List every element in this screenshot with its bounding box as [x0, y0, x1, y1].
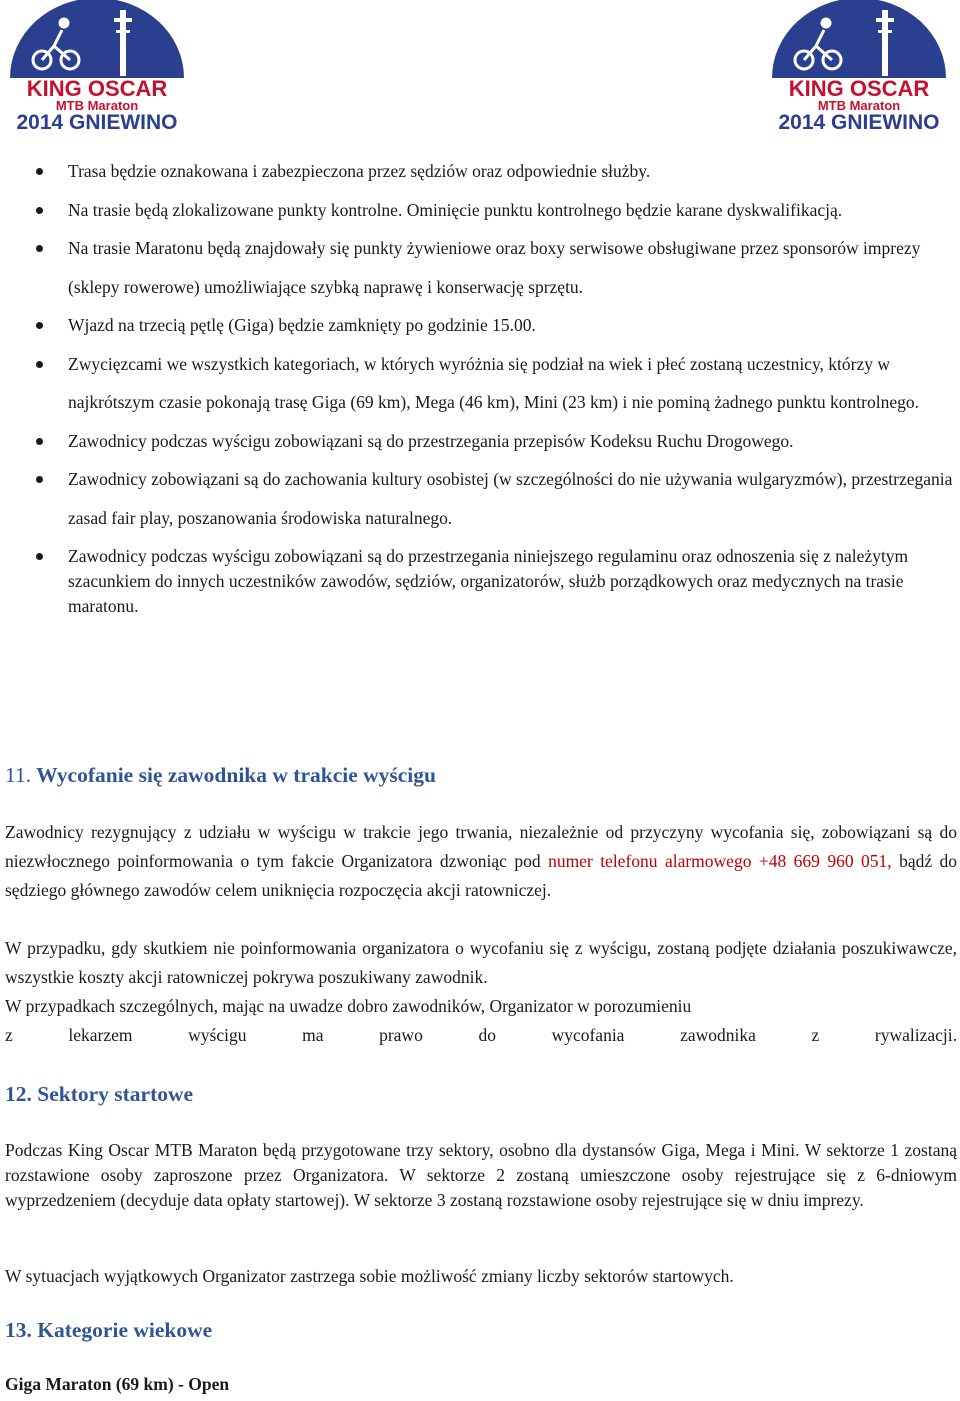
- section-11-number: 11.: [5, 763, 32, 787]
- section-11-title: Wycofanie się zawodnika w trakcie wyścigu: [36, 763, 436, 787]
- section-12-heading: 12. Sektory startowe: [5, 1082, 194, 1106]
- rules-bullet-list: [0, 152, 960, 619]
- p3-line-1: W przypadkach szczególnych, mając na uwadze dobro zawodników, Organizator w porozumieniu: [5, 996, 692, 1016]
- p1-text-before: Zawodnicy rezygnujący z udziału w wyścigu w trakcie jego trwania, niezależnie od przyczyny wycofania się, zobowiązani są do niezwłocznego poinformowania o tym fakcie Organizatora dzwoniąc pod: [5, 822, 957, 871]
- logo-left: [2, 0, 192, 134]
- list-item: Zawodnicy podczas wyścigu zobowiązani są do przestrzegania niniejszego regulaminu oraz odnoszenia się z należytym szacunkiem do innych uczestników zawodów, sędziów, organizatorów, służb porządkowych oraz medycznych na trasie maratonu.: [0, 544, 960, 619]
- giga-maraton-subheading: Giga Maraton (69 km) - Open: [5, 1374, 230, 1394]
- list-item: Na trasie będą zlokalizowane punkty kontrolne. Ominięcie punktu kontrolnego będzie karane dyskwalifikacją.: [0, 191, 960, 230]
- emergency-phone-text: numer telefonu alarmowego +48 669 960 051,: [548, 851, 892, 871]
- logo-right-line3: 2014 GNIEWINO: [778, 111, 940, 134]
- logo-left-line3: 2014 GNIEWINO: [16, 111, 178, 134]
- section-12-paragraph-1: Podczas King Oscar MTB Maraton będą przygotowane trzy sektory, osobno dla dystansów Giga, Mega i Mini. W sektorze 1 zostaną rozstawione osoby zaproszone przez Organizatora. W sektorze 2 zostaną umieszczone osoby rejestrujące się z 6-dniowym wyprzedzeniem (decyduje data opłaty startowej). W sektorze 3 zostaną rozstawione osoby rejestrujące się w dniu imprezy.: [5, 1140, 957, 1210]
- section-11-paragraph-1: [5, 818, 957, 905]
- logo-right: [764, 0, 954, 134]
- logo-left-line1: KING OSCAR: [26, 76, 168, 101]
- p3-line-2: z lekarzem wyścigu ma prawo do wycofania zawodnika z rywalizacji.: [5, 1025, 957, 1045]
- logo-right-line1: KING OSCAR: [788, 76, 930, 101]
- list-item: Zwycięzcami we wszystkich kategoriach, w których wyróżnia się podział na wiek i płeć zostaną uczestnicy, którzy w najkrótszym czasie pokonają trasę Giga (69 km), Mega (46 km), Mini (23 km) i nie pominą żadnego punktu kontrolnego.: [0, 345, 960, 422]
- section-11-paragraph-2: W przypadku, gdy skutkiem nie poinformowania organizatora o wycofaniu się z wyścigu, zostaną podjęte działania poszukiwawcze, wszystkie koszty akcji ratowniczej pokrywa poszukiwany zawodnik.: [5, 938, 957, 987]
- logo-left-line2: MTB Maraton: [55, 98, 139, 113]
- section-11-paragraph-3: [5, 992, 957, 1050]
- list-item: Zawodnicy podczas wyścigu zobowiązani są do przestrzegania przepisów Kodeksu Ruchu Drogowego.: [0, 422, 960, 461]
- section-13-heading: 13. Kategorie wiekowe: [5, 1318, 213, 1342]
- p1-text-after: bądź do sędziego głównego zawodów celem uniknięcia rozpoczęcia akcji ratowniczej.: [5, 851, 958, 900]
- list-item: Trasa będzie oznakowana i zabezpieczona przez sędziów oraz odpowiednie służby.: [0, 152, 960, 191]
- list-item: Zawodnicy zobowiązani są do zachowania kultury osobistej (w szczególności do nie używania wulgaryzmów), przestrzegania zasad fair play, poszanowania środowiska naturalnego.: [0, 460, 960, 537]
- section-12-paragraph-2: W sytuacjach wyjątkowych Organizator zastrzega sobie możliwość zmiany liczby sektorów startowych.: [5, 1266, 734, 1286]
- list-item: Wjazd na trzecią pętlę (Giga) będzie zamknięty po godzinie 15.00.: [0, 306, 960, 345]
- list-item: Na trasie Maratonu będą znajdowały się punkty żywieniowe oraz boxy serwisowe obsługiwane przez sponsorów imprezy (sklepy rowerowe) umożliwiające szybką naprawę i konserwację sprzętu.: [0, 229, 960, 306]
- section-11-heading: [5, 763, 436, 788]
- logo-right-line2: MTB Maraton: [817, 98, 901, 113]
